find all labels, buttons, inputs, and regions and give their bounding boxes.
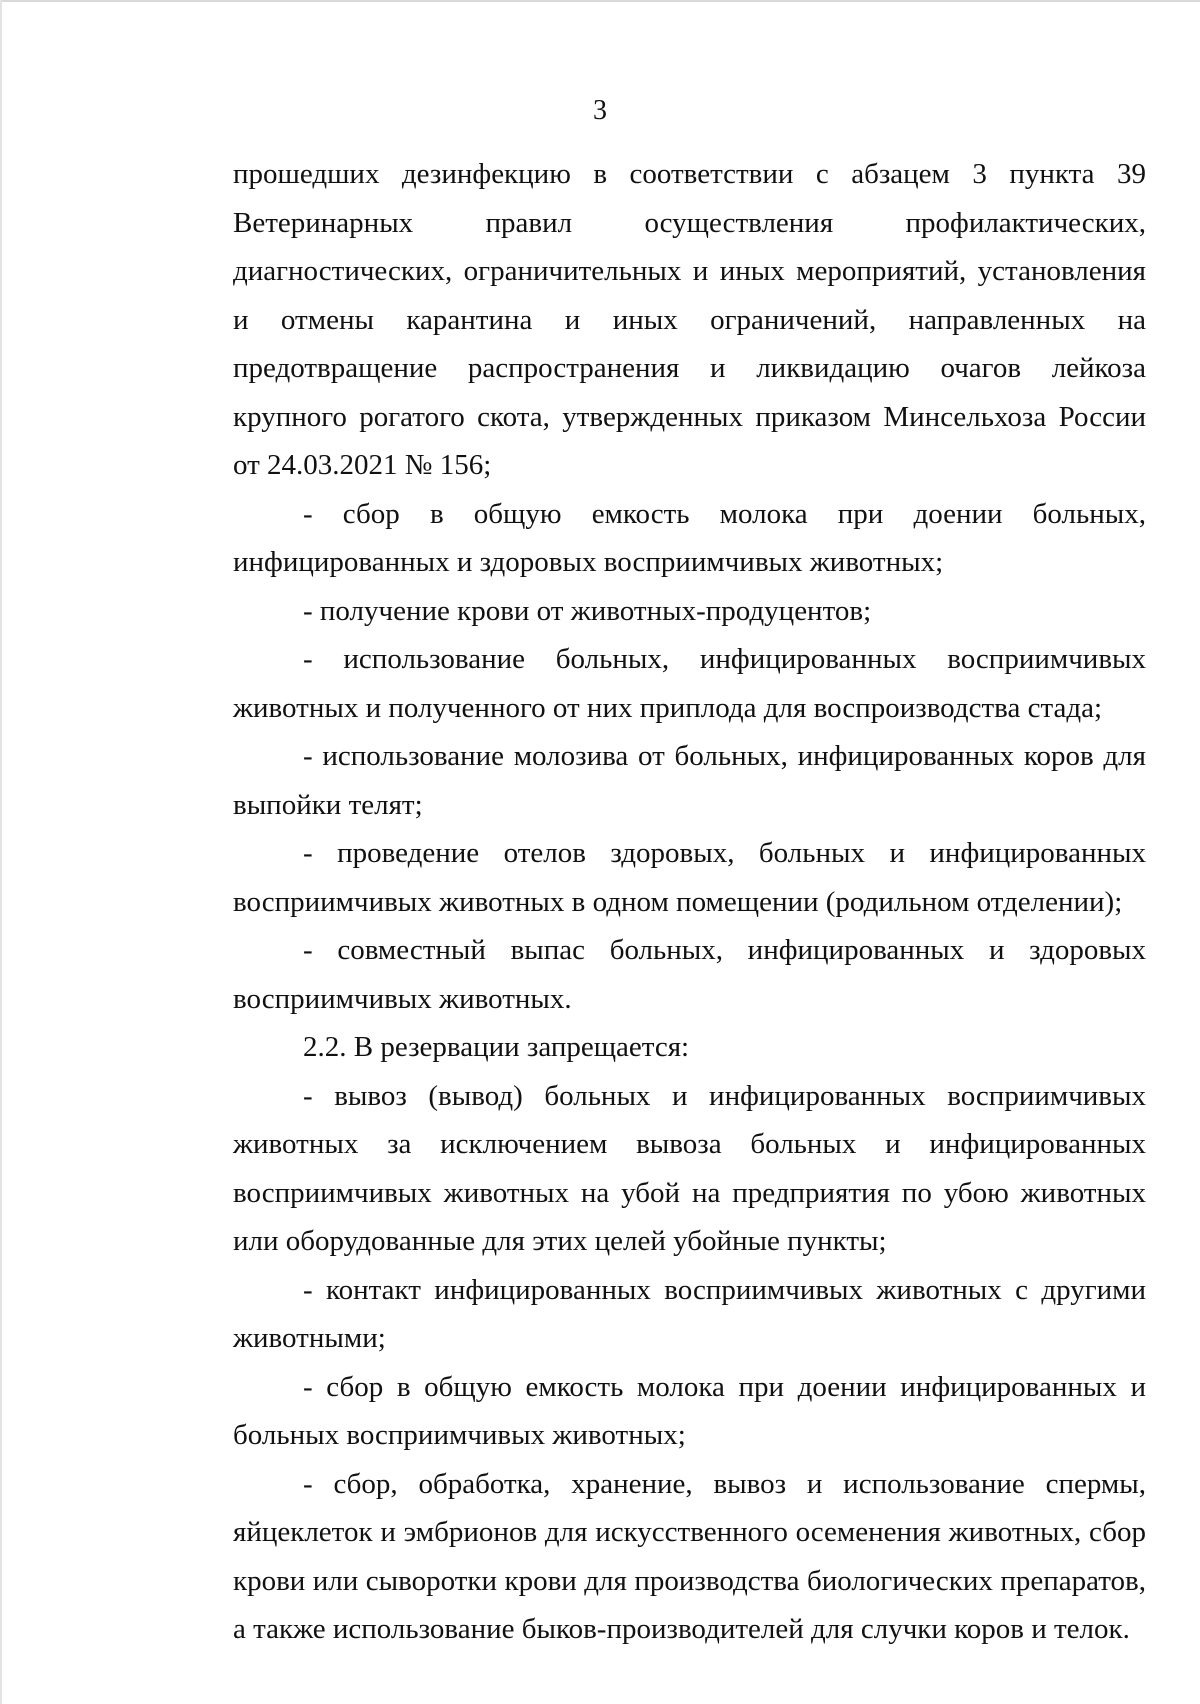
document-body	[233, 150, 1146, 1654]
section-heading-reservation: 2.2. В резервации запрещается:	[303, 1031, 690, 1063]
paragraph-continuation: прошедших дезинфекцию в соответствии с абзацем 3 пункта 39 Ветеринарных правил осуществления профилактических, диагностических, ограничительных и иных мероприятий, установления и отмены карантина и иных ограничений, направленных на предотвращение распространения и ликвидацию очагов лейкоза крупного рогатого скота, утвержденных приказом Минсельхоза России от 24.03.2021 № 156;	[233, 158, 1146, 481]
list-item-milk-collection-infected: - сбор в общую емкость молока при доении инфицированных и больных восприимчивых животных;	[233, 1370, 1146, 1451]
list-item-semen-embryos: - сбор, обработка, хранение, вывоз и использование спермы, яйцеклеток и эмбрионов для искусственного осеменения животных, сбор крови или сыворотки крови для производства биологических препаратов, а также использование быков-производителей для случки коров и телок.	[233, 1467, 1146, 1645]
scan-edge-left	[0, 0, 2, 1704]
list-item-reproduction-use: - использование больных, инфицированных восприимчивых животных и полученного от них приплода для воспроизводства стада;	[233, 643, 1146, 724]
scan-edge-top	[0, 0, 1200, 2]
list-item-grazing: - совместный выпас больных, инфицированных и здоровых восприимчивых животных.	[233, 934, 1146, 1015]
list-item-animal-removal: - вывоз (вывод) больных и инфицированных восприимчивых животных за исключением вывоза больных и инфицированных восприимчивых животных на убой на предприятия по убою животных или оборудованные для этих целей убойные пункты;	[233, 1079, 1146, 1257]
list-item-animal-contact: - контакт инфицированных восприимчивых животных с другими животными;	[233, 1273, 1146, 1354]
list-item-milk-collection: - сбор в общую емкость молока при доении больных, инфицированных и здоровых восприимчивых животных;	[233, 497, 1146, 578]
list-item-calving: - проведение отелов здоровых, больных и инфицированных восприимчивых животных в одном помещении (родильном отделении);	[233, 837, 1146, 918]
list-item-colostrum-use: - использование молозива от больных, инфицированных коров для выпойки телят;	[233, 740, 1146, 821]
page-number: 3	[593, 95, 607, 126]
list-item-blood-collection: - получение крови от животных-продуцентов;	[303, 594, 872, 627]
